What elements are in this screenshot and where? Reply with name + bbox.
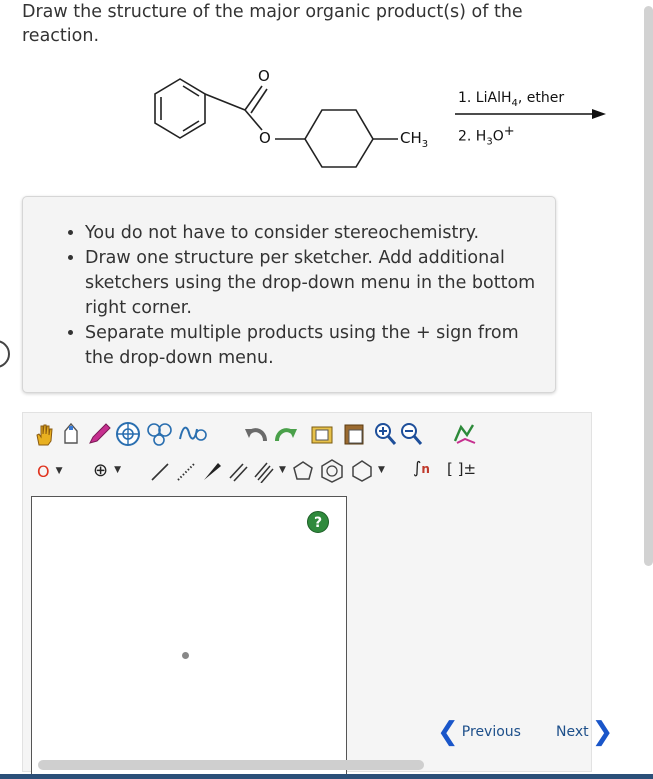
bracket-button[interactable]: [ ]± bbox=[447, 460, 477, 478]
bottom-bar bbox=[0, 774, 653, 779]
ester-oxygen: O bbox=[259, 129, 271, 147]
chevron-down-icon: ▼ bbox=[55, 466, 63, 476]
zoom-out-icon[interactable] bbox=[399, 421, 423, 447]
canvas-cursor-dot bbox=[182, 652, 189, 659]
next-label: Next bbox=[556, 724, 589, 740]
redo-icon[interactable] bbox=[273, 423, 299, 445]
clean-structure-icon[interactable] bbox=[451, 421, 479, 447]
help-button[interactable]: ? bbox=[307, 511, 329, 533]
eraser-icon[interactable] bbox=[59, 421, 83, 447]
instructions-box bbox=[22, 196, 556, 393]
chevron-right-icon: ❯ bbox=[591, 717, 614, 747]
charge-selector[interactable] bbox=[93, 459, 137, 481]
vertical-scrollbar[interactable] bbox=[644, 6, 653, 566]
hand-tool-icon[interactable] bbox=[33, 423, 55, 447]
instruction-item: • You do not have to consider stereochemistry. bbox=[85, 221, 543, 246]
charge-plus-icon: ⊕ bbox=[93, 459, 109, 481]
carbonyl-oxygen: O bbox=[258, 67, 270, 85]
benzene-tool-icon[interactable] bbox=[319, 458, 345, 484]
ring-fusion-icon[interactable] bbox=[145, 421, 175, 447]
previous-label: Previous bbox=[461, 724, 521, 740]
side-panel-tab[interactable] bbox=[0, 340, 10, 368]
double-bond-icon[interactable] bbox=[227, 461, 249, 483]
zoom-in-icon[interactable] bbox=[373, 421, 397, 447]
drawing-canvas[interactable] bbox=[31, 496, 347, 776]
sgroup-template-button[interactable] bbox=[413, 458, 430, 477]
instruction-item: • Separate multiple products using the + sign from the drop-down menu. bbox=[85, 321, 543, 371]
methyl-group: $CH_3$ bbox=[400, 129, 429, 150]
integral-icon: ∫ bbox=[413, 458, 422, 477]
copy-icon[interactable] bbox=[309, 421, 335, 447]
chevron-down-icon[interactable]: ▼ bbox=[279, 465, 286, 475]
benzene-ring bbox=[155, 79, 205, 138]
undo-icon[interactable] bbox=[243, 423, 269, 445]
molecule-sketcher bbox=[22, 412, 592, 772]
horizontal-scrollbar[interactable] bbox=[38, 760, 424, 770]
paste-icon[interactable] bbox=[341, 421, 367, 447]
hashed-bond-icon[interactable] bbox=[175, 461, 197, 483]
previous-button[interactable] bbox=[437, 717, 521, 747]
atom-selector[interactable] bbox=[37, 460, 77, 482]
next-button[interactable] bbox=[556, 717, 614, 747]
wedge-bond-icon[interactable] bbox=[201, 461, 223, 483]
chevron-down-icon: ▼ bbox=[114, 465, 122, 475]
template-label: n bbox=[421, 462, 430, 476]
cyclohexane-ring bbox=[305, 110, 373, 167]
chevron-down-icon[interactable]: ▼ bbox=[378, 465, 385, 475]
pencil-tool-icon[interactable] bbox=[87, 421, 113, 447]
chain-tool-icon[interactable] bbox=[177, 421, 207, 447]
chevron-left-icon: ❮ bbox=[437, 717, 459, 747]
single-bond-icon[interactable] bbox=[149, 461, 171, 483]
cyclohexane-tool-icon[interactable] bbox=[349, 458, 375, 484]
reagent-step-1: 1. LiAlH$_4$, ether bbox=[458, 90, 565, 109]
instructions-list bbox=[23, 197, 555, 371]
instruction-item: • Draw one structure per sketcher. Add additional sketchers using the drop-down menu in the bottom right corner. bbox=[85, 246, 543, 321]
triple-bond-icon[interactable] bbox=[253, 461, 275, 483]
cyclopentane-icon[interactable] bbox=[291, 459, 315, 483]
reagent-step-2: 2. $H_3O^+$ bbox=[458, 124, 515, 148]
question-text: Draw the structure of the major organic product(s) of the reaction. bbox=[22, 2, 523, 46]
template-library-icon[interactable] bbox=[115, 421, 141, 447]
atom-label: O bbox=[37, 461, 50, 481]
